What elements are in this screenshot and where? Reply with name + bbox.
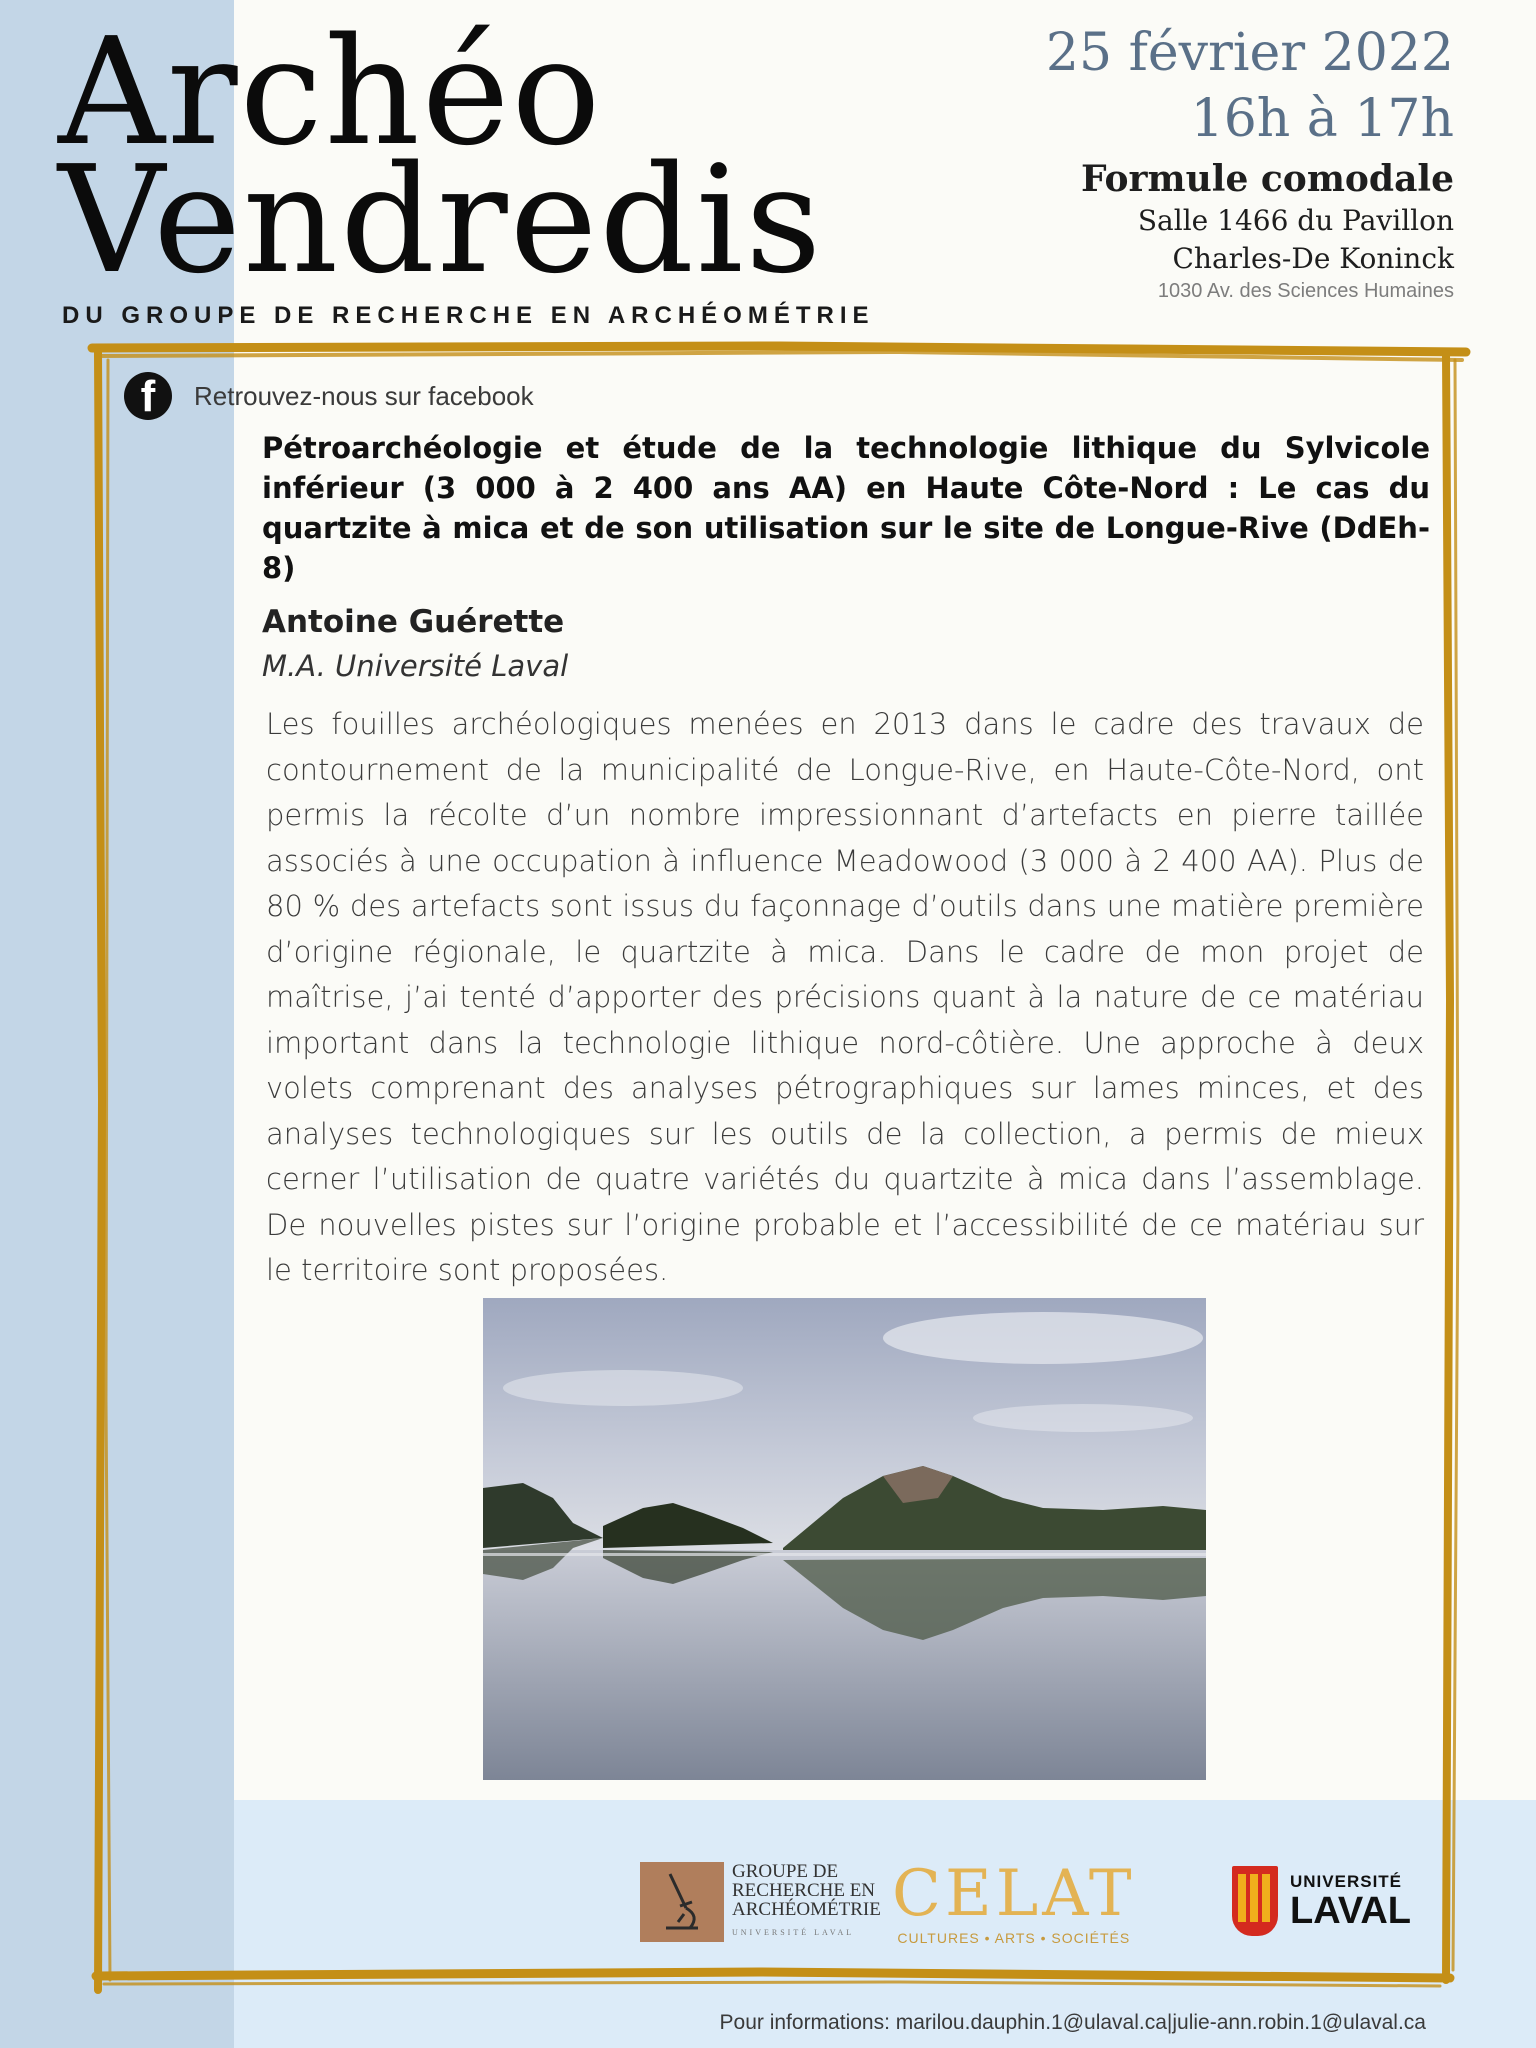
contact-footer: Pour informations: marilou.dauphin.1@ulaval.ca|julie-ann.robin.1@ulaval.ca: [719, 2011, 1426, 2034]
event-room-line-1: Salle 1466 du Pavillon: [1137, 204, 1454, 237]
lake-landscape-photo: [483, 1298, 1206, 1780]
title-line-2: Vendredis: [58, 134, 824, 306]
universite-laval-logo: [1232, 1866, 1411, 1936]
grea-line-2: RECHERCHE EN: [732, 1880, 876, 1901]
poster-subtitle: DU GROUPE DE RECHERCHE EN ARCHÉOMÉTRIE: [62, 302, 875, 329]
event-date: 25 février 2022: [1045, 23, 1454, 83]
bottom-left-band: [0, 1800, 234, 2048]
event-details: [1046, 20, 1454, 304]
celat-name: CELAT: [892, 1857, 1136, 1931]
celat-logo: [892, 1858, 1136, 1946]
speaker-affiliation: M.A. Université Laval: [262, 649, 569, 683]
facebook-text: Retrouvez-nous sur facebook: [194, 380, 534, 411]
event-time: 16h à 17h: [1190, 89, 1454, 149]
talk-abstract: Les fouilles archéologiques menées en 2013 dans le cadre des travaux de contournement de la municipalité de Longue-Rive, en Haute-Côte-Nord, ont permis la récolte d’un nombre impressionnant d’artefacts en pierre taillée associés à une occupation à influence Meadowood (3 000 à 2 400 AA). Plus de 80 % des artefacts sont issus du façonnage d’outils dans une matière première d’origine régionale, le quartzite à mica. Dans le cadre de mon projet de maîtrise, j’ai tenté d’apporter des précisions quant à la nature de ce matériau important dans la technologie lithique nord-côtière. Une approche à deux volets comprenant des analyses pétrographiques sur lames minces, et des analyses technologiques sur les outils de la collection, a permis de mieux cerner l’utilisation de quatre variétés du quartzite à mica dans l’assemblage. De nouvelles pistes sur l’origine probable et l’accessibilité de ce matériau sur le territoire sont proposées.: [266, 707, 1424, 1287]
facebook-icon: f: [124, 372, 172, 420]
microscope-icon: [640, 1862, 724, 1942]
speaker-name: Antoine Guérette: [262, 604, 565, 640]
event-room-line-2: Charles-De Koninck: [1172, 242, 1454, 275]
grea-logo: [640, 1862, 881, 1942]
talk-content: [262, 428, 1430, 1294]
grea-university: UNIVERSITÉ LAVAL: [732, 1928, 855, 1937]
ul-line-2: LAVAL: [1290, 1890, 1412, 1932]
talk-title: Pétroarchéologie et étude de la technologie lithique du Sylvicole inférieur (3 000 à 2 400 ans AA) en Haute Côte-Nord : Le cas du quartzite à mica et de son utilisation sur le site de Longue-Rive (DdEh-8): [262, 431, 1430, 585]
facebook-link[interactable]: [124, 372, 534, 420]
university-shield-icon: [1232, 1866, 1278, 1936]
event-format: Formule comodale: [1080, 158, 1454, 200]
event-address: 1030 Av. des Sciences Humaines: [1157, 280, 1454, 302]
title-line-1: Archéo: [58, 6, 603, 178]
poster-title: [58, 6, 824, 306]
celat-tagline: CULTURES • ARTS • SOCIÉTÉS: [897, 1930, 1131, 1946]
ul-line-1: UNIVERSITÉ: [1290, 1872, 1403, 1891]
grea-line-1: GROUPE DE: [732, 1861, 839, 1882]
partner-logos: [640, 1857, 1420, 1948]
grea-line-3: ARCHÉOMÉTRIE: [732, 1899, 881, 1920]
